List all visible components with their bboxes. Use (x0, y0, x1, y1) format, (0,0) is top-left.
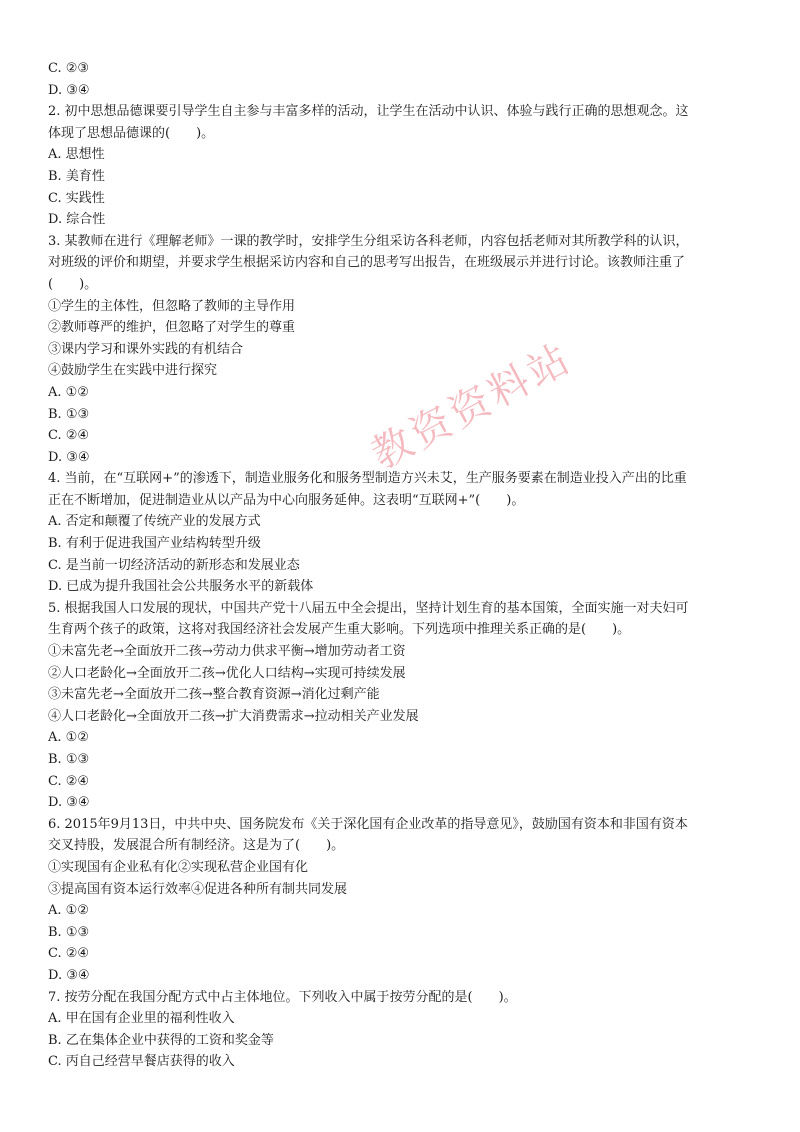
text-line: D. ③④ (48, 449, 90, 465)
document-page (48, 58, 753, 1073)
text-line: D. ③④ (48, 967, 90, 983)
text-line: 7. 按劳分配在我国分配方式中占主体地位。下列收入中属于按劳分配的是( )。 (48, 989, 517, 1005)
text-line: 5. 根据我国人口发展的现状，中国共产党十八届五中全会提出，坚持计划生育的基本国策，全面实施一对夫妇可 (48, 600, 689, 616)
text-line: ①未富先老→全面放开二孩→劳动力供求平衡→增加劳动者工资 (48, 644, 406, 660)
text-line: 生育两个孩子的政策，这将对我国经济社会发展产生重大影响。下列选项中推理关系正确的是( )。 (48, 622, 631, 638)
text-line: 交叉持股，发展混合所有制经济。这是为了( )。 (48, 838, 345, 854)
text-line: C. 丙自己经营早餐店获得的收入 (48, 1054, 235, 1070)
text-line: C. ②④ (48, 946, 90, 962)
text-line: 3. 某教师在进行《理解老师》一课的教学时，安排学生分组采访各科老师，内容包括老师对其所教学科的认识， (48, 233, 689, 249)
text-line: 正在不断增加，促进制造业从以产品为中心向服务延伸。这表明“互联网+”( )。 (48, 492, 525, 508)
text-line: B. 美育性 (48, 168, 105, 184)
text-line: ①实现国有企业私有化②实现私营企业国有化 (48, 859, 309, 875)
text-line: ④鼓励学生在实践中进行探究 (48, 363, 218, 379)
text-line: A. ①② (48, 903, 89, 919)
text-line: A. 否定和颠覆了传统产业的发展方式 (48, 514, 261, 530)
text-line: A. ①② (48, 730, 89, 746)
text-line: A. ①② (48, 384, 89, 400)
text-line: 对班级的评价和期望，并要求学生根据采访内容和自己的思考写出报告，在班级展示并进行讨论。该教师注重了 (48, 255, 686, 271)
text-line: ③课内学习和课外实践的有机结合 (48, 341, 244, 357)
text-line: D. 已成为提升我国社会公共服务水平的新载体 (48, 579, 314, 595)
text-line: ①学生的主体性，但忽略了教师的主导作用 (48, 298, 296, 314)
text-line: ( )。 (48, 276, 98, 292)
text-line: 2. 初中思想品德课要引导学生自主参与丰富多样的活动，让学生在活动中认识、体验与践行正确的思想观念。这 (48, 104, 689, 120)
text-line: ②人口老龄化→全面放开二孩→优化人口结构→实现可持续发展 (48, 665, 406, 681)
text-line: ②教师尊严的维护，但忽略了对学生的尊重 (48, 320, 296, 336)
watermark: 教资资料站 (364, 334, 581, 479)
text-line: C. 实践性 (48, 190, 105, 206)
text-line: D. 综合性 (48, 212, 106, 228)
text-line: B. ①③ (48, 924, 90, 940)
text-line: C. ②④ (48, 428, 90, 444)
text-line: C. ②④ (48, 773, 90, 789)
text-line: D. ③④ (48, 82, 90, 98)
text-line: C. 是当前一切经济活动的新形态和发展业态 (48, 557, 300, 573)
text-line: B. ①③ (48, 406, 90, 422)
text-line: A. 甲在国有企业里的福利性收入 (48, 1011, 235, 1027)
text-line: D. ③④ (48, 795, 90, 811)
text-line: B. ①③ (48, 752, 90, 767)
text-line: B. 有利于促进我国产业结构转型升级 (48, 536, 261, 552)
text-line: C. ②③ (48, 61, 90, 76)
text-line: ③提高国有资本运行效率④促进各种所有制共同发展 (48, 881, 348, 897)
text-line: 体现了思想品德课的( )。 (48, 125, 215, 141)
text-line: 4. 当前，在“互联网+”的渗透下，制造业服务化和服务型制造方兴未艾，生产服务要素在制造业投入产出的比重 (48, 471, 687, 487)
text-line: B. 乙在集体企业中获得的工资和奖金等 (48, 1032, 274, 1048)
text-line: ④人口老龄化→全面放开二孩→扩大消费需求→拉动相关产业发展 (48, 708, 419, 724)
text-line: ③未富先老→全面放开二孩→整合教育资源→消化过剩产能 (48, 687, 380, 703)
text-line: A. 思想性 (48, 147, 105, 163)
text-line: 6. 2015年9月13日，中共中央、国务院发布《关于深化国有企业改革的指导意见》，鼓励国有资本和非国有资本 (48, 816, 688, 832)
